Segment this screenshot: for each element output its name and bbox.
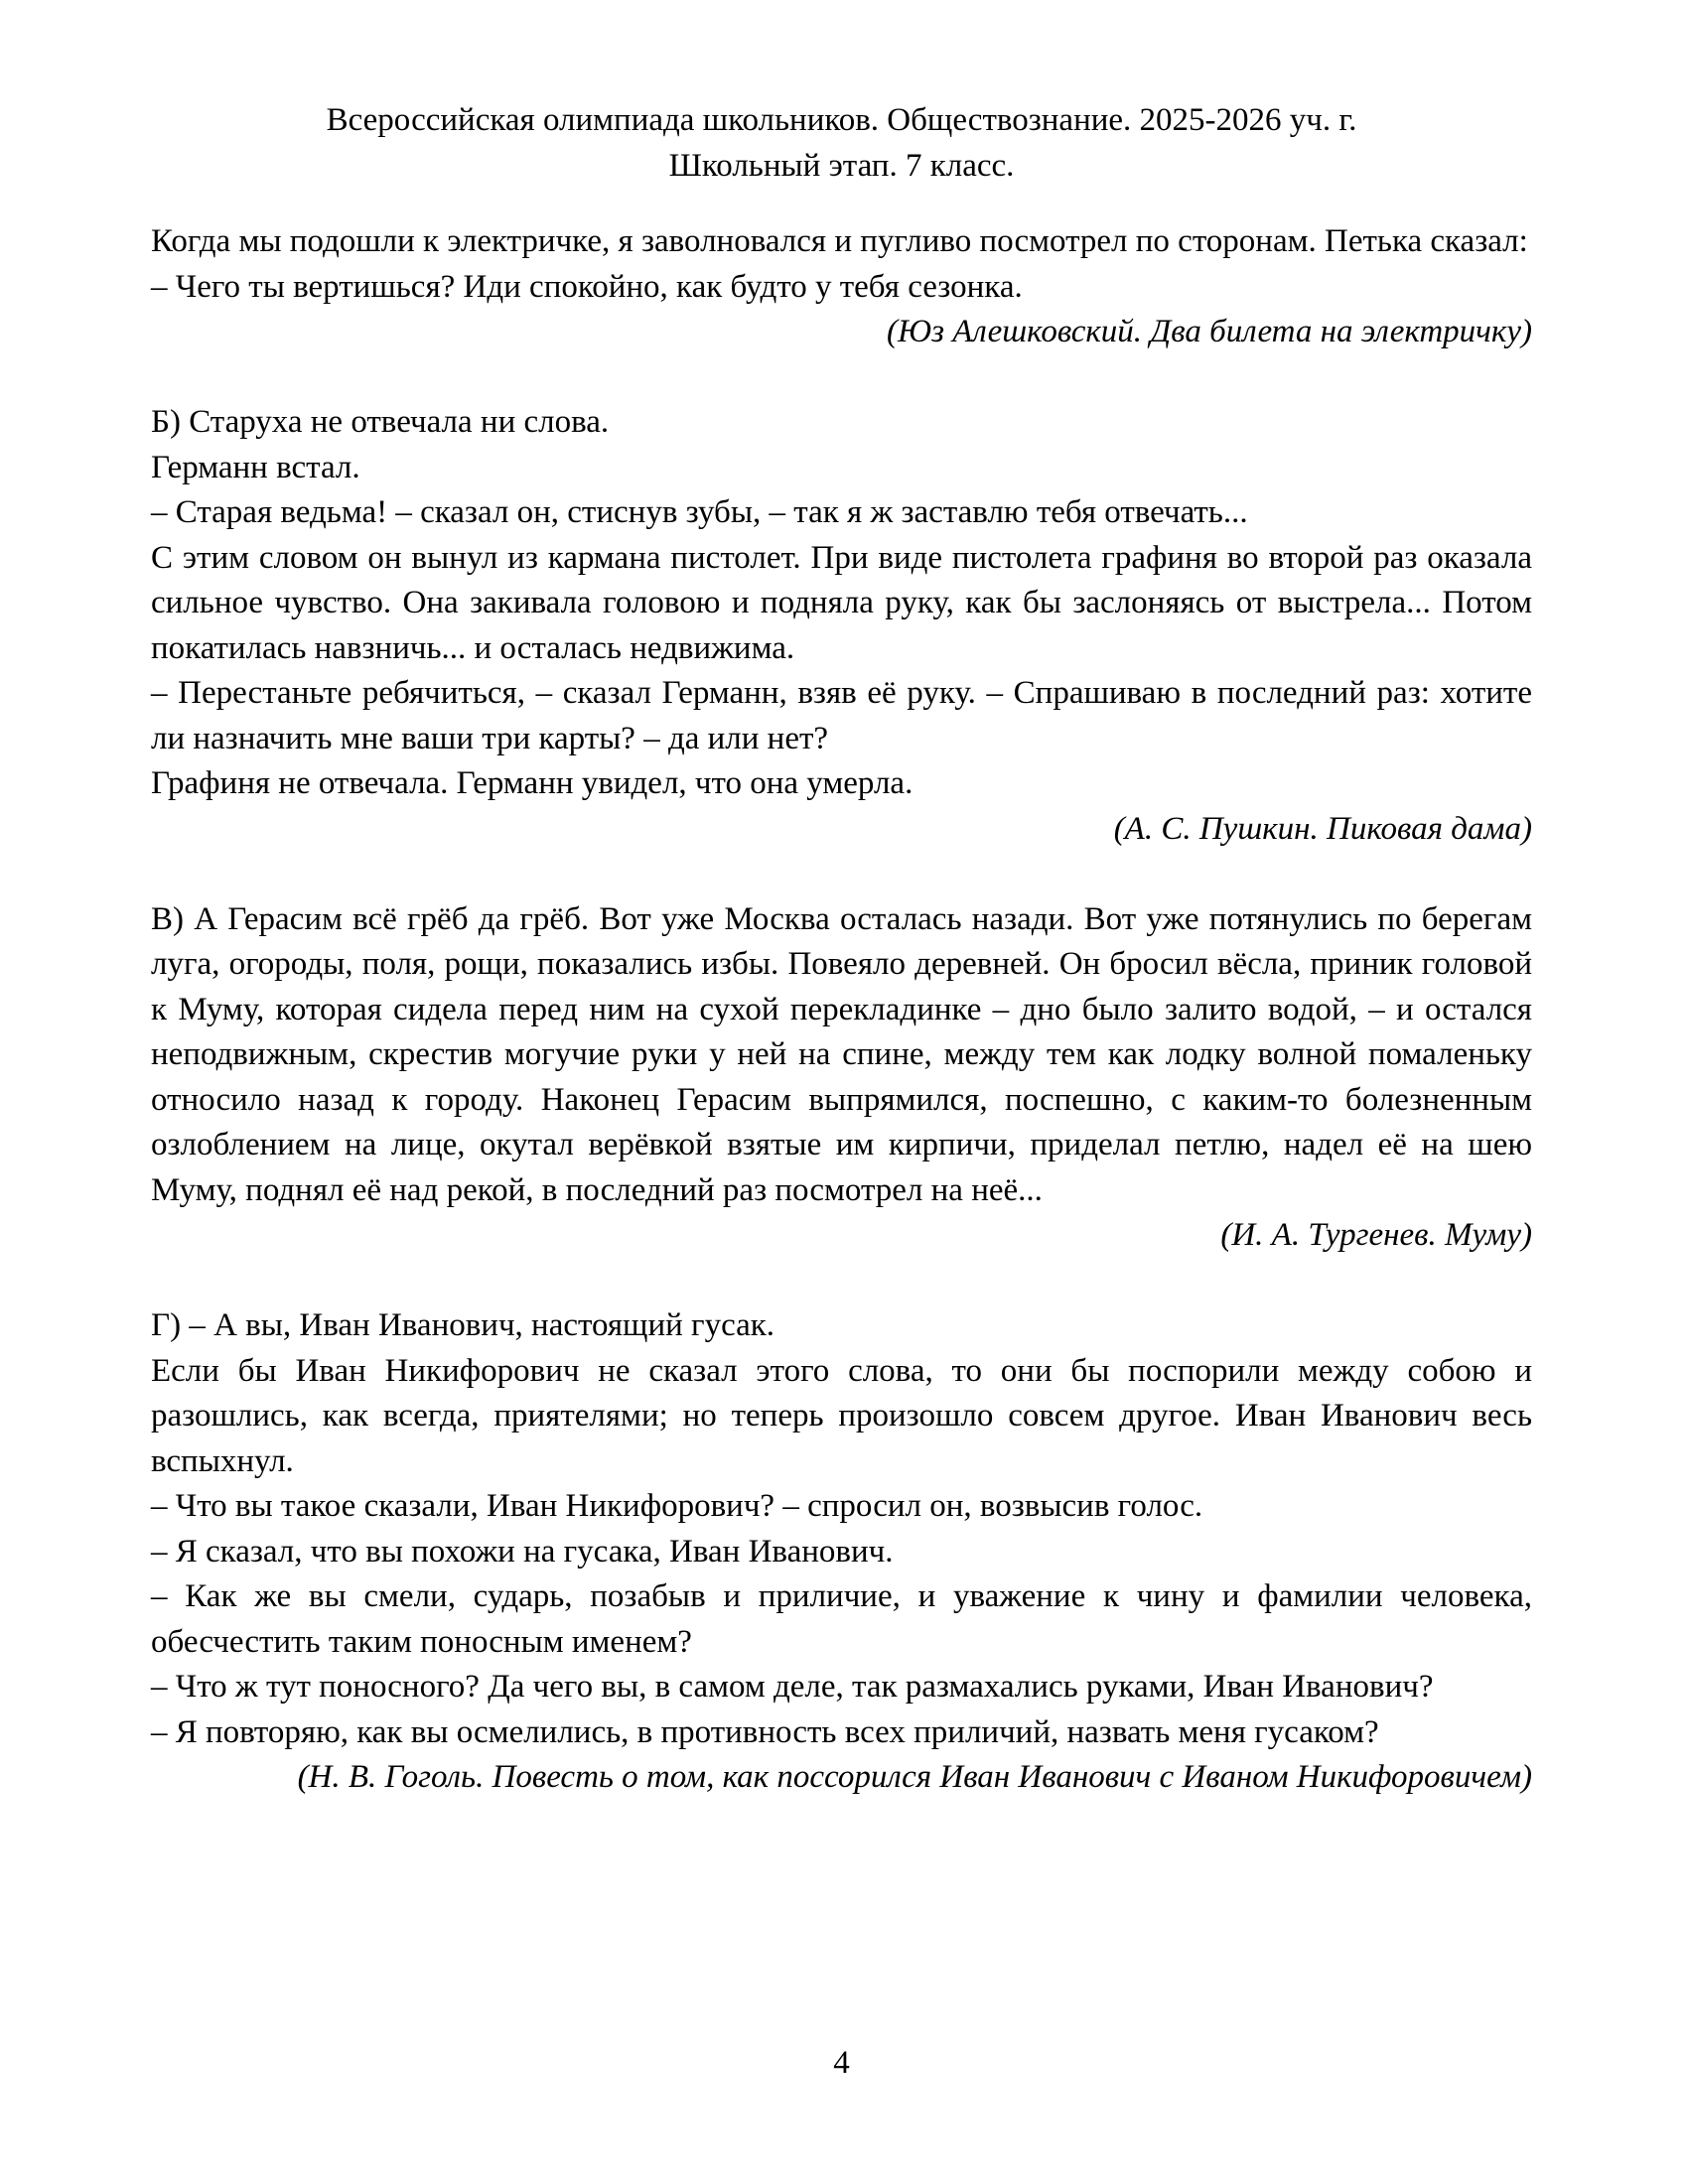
header-line-1: Всероссийская олимпиада школьников. Обществознание. 2025-2026 уч. г. <box>326 102 1357 138</box>
text-paragraph: – Я сказал, что вы похожи на гусака, Иван Иванович. <box>151 1533 894 1570</box>
text-paragraph: В) А Герасим всё грёб да грёб. Вот уже Москва осталась назади. Вот уже потянулись по берегам луга, огороды, поля, рощи, показались избы. Повеяло деревней. Он бросил вёсла, приник головой к Муму, которая сидела перед ним на сухой перекладинке – дно было залито водой, – и остался неподвижным, скрестив могучие руки у ней на спине, между тем как лодку волной помаленьку относило назад к городу. Наконец Герасим выпрямился, поспешно, с каким-то болезненным озлоблением на лице, окутал верёвкой взятые им кирпичи, приделал петлю, надел её на шею Муму, поднял её над рекой, в последний раз посмотрел на неё... <box>151 900 1532 1208</box>
source-citation: (А. С. Пушкин. Пиковая дама) <box>1113 810 1532 847</box>
text-paragraph: – Чего ты вертишься? Иди спокойно, как будто у тебя сезонка. <box>151 268 1023 305</box>
text-paragraph: Германн встал. <box>151 449 360 485</box>
document-body <box>151 219 1532 1801</box>
header-body-gap <box>151 189 1532 219</box>
header-line-2: Школьный этап. 7 класс. <box>668 147 1015 184</box>
text-paragraph: – Старая ведьма! – сказал он, стиснув зубы, – так я ж заставлю тебя отвечать... <box>151 494 1248 530</box>
text-paragraph: Графиня не отвечала. Германн увидел, что она умерла. <box>151 765 914 801</box>
document-header <box>151 98 1532 189</box>
text-paragraph: Г) – А вы, Иван Иванович, настоящий гусак. <box>151 1307 775 1343</box>
text-paragraph: – Перестаньте ребячиться, – сказал Германн, взяв её руку. – Спрашиваю в последний раз: хотите ли назначить мне ваши три карты? – да или нет? <box>151 675 1532 756</box>
source-citation: (И. А. Тургенев. Муму) <box>1220 1217 1532 1253</box>
text-paragraph: – Я повторяю, как вы осмелились, в противность всех приличий, назвать меня гусаком? <box>151 1713 1379 1750</box>
text-paragraph: Когда мы подошли к электричке, я заволновался и пугливо посмотрел по сторонам. Петька сказал: <box>151 223 1528 259</box>
text-paragraph: Если бы Иван Никифорович не сказал этого слова, то они бы поспорили между собою и разошлись, как всегда, приятелями; но теперь произошло совсем другое. Иван Иванович весь вспыхнул. <box>151 1352 1532 1479</box>
blank-line <box>151 355 1532 401</box>
blank-line <box>151 852 1532 897</box>
text-paragraph: С этим словом он вынул из кармана пистолет. При виде пистолета графиня во второй раз оказала сильное чувство. Она закивала головою и подняла руку, как бы заслоняясь от выстрела... Потом покатилась навзничь... и осталась недвижима. <box>151 539 1532 666</box>
text-paragraph: – Что вы такое сказали, Иван Никифорович? – спросил он, возвысив голос. <box>151 1488 1203 1524</box>
text-paragraph: – Что ж тут поносного? Да чего вы, в самом деле, так размахались руками, Иван Иванович? <box>151 1669 1434 1705</box>
text-paragraph: – Как же вы смели, сударь, позабыв и приличие, и уважение к чину и фамилии человека, обесчестить таким поносным именем? <box>151 1578 1532 1660</box>
source-citation: (Н. В. Гоголь. Повесть о том, как поссорился Иван Иванович с Иваном Никифоровичем) <box>297 1759 1532 1795</box>
blank-line <box>151 1259 1532 1304</box>
document-content <box>151 98 1532 1801</box>
source-citation: (Юз Алешковский. Два билета на электричку) <box>887 314 1532 349</box>
page-number: 4 <box>833 2045 850 2081</box>
text-paragraph: Б) Старуха не отвечала ни слова. <box>151 404 610 440</box>
